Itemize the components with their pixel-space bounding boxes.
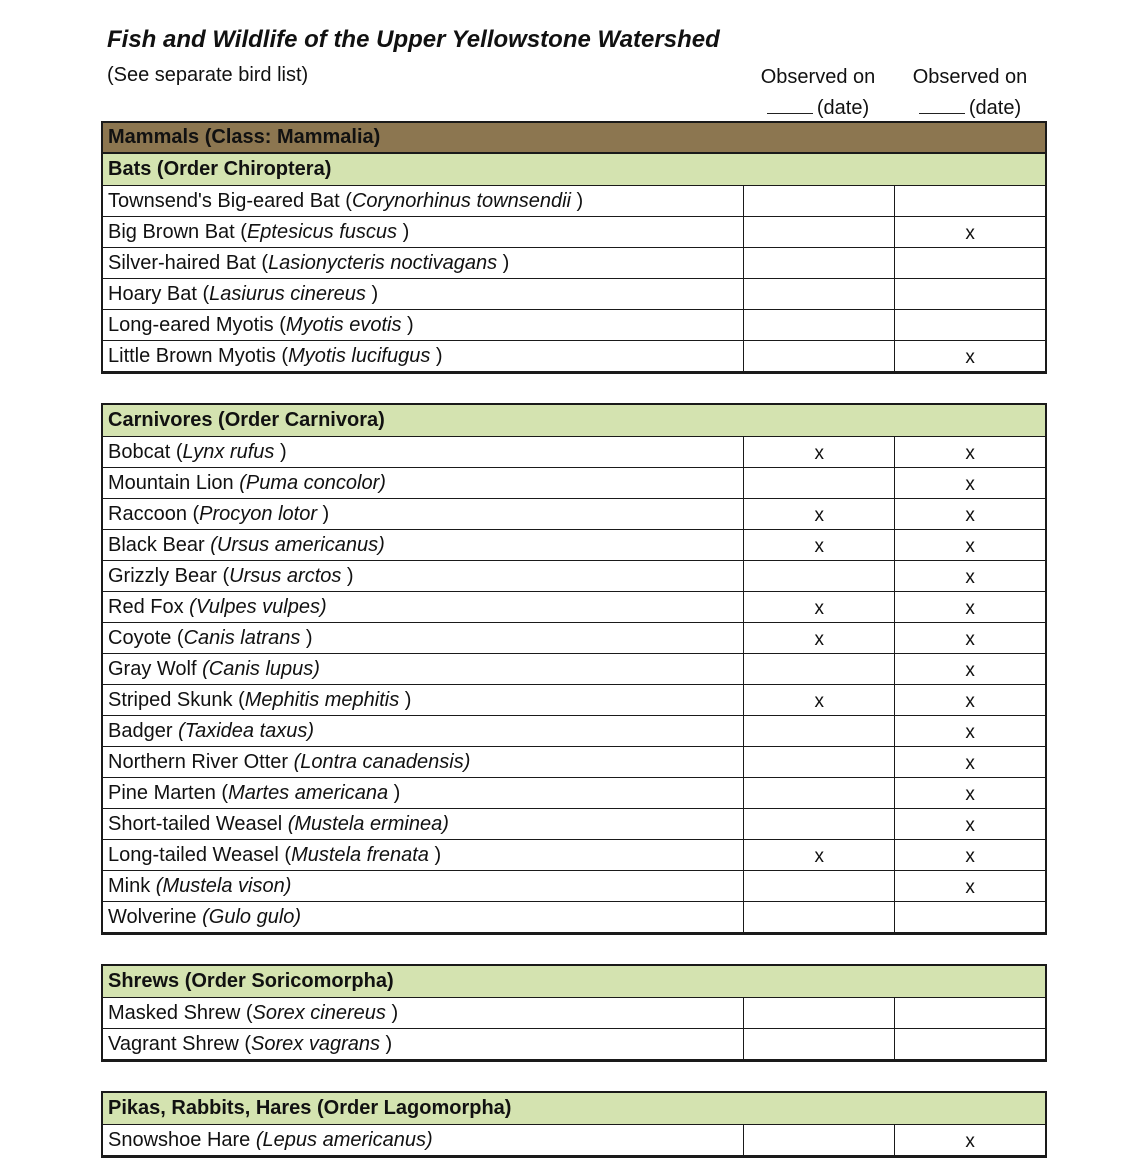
species-row [103,467,1045,498]
scientific-name: Corynorhinus townsendii [351,189,571,212]
common-name: Townsend's Big-eared Bat ( [108,189,352,212]
common-name: Long-tailed Weasel ( [108,843,292,866]
observed-cell-1[interactable] [743,341,894,371]
observed-cell-2[interactable]: x [894,341,1045,371]
species-row [103,997,1045,1028]
scientific-name: (Canis lupus) [202,657,320,680]
common-name: Hoary Bat ( [108,282,210,305]
date-blank [919,93,965,114]
species-checklist [101,121,1047,1158]
observed-cell-1[interactable]: x [743,499,894,529]
observed-cell-1[interactable] [743,902,894,932]
scientific-name: Martes americana [228,781,389,804]
species-row [103,653,1045,684]
name-close-paren: ) [397,220,410,243]
common-name: Short-tailed Weasel [108,812,288,835]
observed-header-date: (date) [816,97,870,119]
species-row [103,839,1045,870]
common-name: Big Brown Bat ( [108,220,247,243]
common-name: Mink [108,874,156,897]
species-name-cell [103,499,743,529]
species-name-cell [103,468,743,498]
common-name: Badger [108,719,179,742]
species-row [103,777,1045,808]
scientific-name: (Gulo gulo) [202,905,302,928]
species-name-cell [103,279,743,309]
common-name: Northern River Otter [108,750,294,773]
observed-header-label: Observed on [760,66,876,88]
observed-cell-1[interactable] [743,1029,894,1059]
name-close-paren: ) [428,843,442,866]
observed-cell-2[interactable]: x [894,561,1045,591]
scientific-name: Lasiurus cinereus [209,282,366,305]
species-name-cell [103,561,743,591]
species-section [101,403,1047,935]
common-name: Striped Skunk ( [108,688,245,711]
scientific-name: Myotis lucifugus [288,344,431,367]
species-section [101,964,1047,1062]
species-row [103,622,1045,653]
name-close-paren: ) [365,282,379,305]
species-row [103,216,1045,247]
species-name-cell [103,840,743,870]
species-name-cell [103,809,743,839]
observed-cell-2[interactable]: x [894,499,1045,529]
species-name-cell [103,654,743,684]
scientific-name: Canis latrans [183,626,301,649]
species-name-cell [103,716,743,746]
observed-cell-1[interactable]: x [743,685,894,715]
order-header: Carnivores (Order Carnivora) [103,405,1045,436]
scientific-name: Eptesicus fuscus [246,220,398,243]
common-name: Wolverine [108,905,203,928]
observed-cell-1[interactable] [743,186,894,216]
page-subtitle: (See separate bird list) [107,64,309,86]
name-close-paren: ) [570,189,584,212]
observed-cell-1[interactable] [743,310,894,340]
observed-cell-2[interactable]: x [894,840,1045,870]
scientific-name: Mephitis mephitis [244,688,400,711]
scientific-name: Lynx rufus [182,440,275,463]
species-row [103,309,1045,340]
observed-cell-2[interactable] [894,902,1045,932]
species-name-cell [103,530,743,560]
species-name-cell [103,186,743,216]
order-header: Bats (Order Chiroptera) [103,154,1045,185]
observed-cell-2[interactable]: x [894,809,1045,839]
species-name-cell [103,1125,743,1155]
scientific-name: Lasionycteris noctivagans [268,251,498,274]
observed-header-label: Observed on [912,66,1028,88]
common-name: Masked Shrew ( [108,1001,253,1024]
observed-cell-2[interactable]: x [894,747,1045,777]
scientific-name: (Puma concolor) [239,471,386,494]
species-row [103,278,1045,309]
observed-header-date: (date) [968,97,1022,119]
species-row [103,870,1045,901]
scientific-name: (Lontra canadensis) [293,750,471,773]
name-close-paren: ) [401,313,414,336]
scientific-name: Procyon lotor [199,502,317,525]
observed-cell-1[interactable] [743,716,894,746]
class-header: Mammals (Class: Mammalia) [103,123,1045,154]
common-name: Red Fox [108,595,190,618]
species-row [103,340,1045,371]
observed-cell-2[interactable]: x [894,778,1045,808]
observed-cell-1[interactable]: x [743,840,894,870]
species-row [103,684,1045,715]
species-row [103,529,1045,560]
observed-cell-1[interactable]: x [743,437,894,467]
scientific-name: Myotis evotis [285,313,402,336]
species-name-cell [103,310,743,340]
species-name-cell [103,1029,743,1059]
observed-cell-2[interactable] [894,998,1045,1028]
species-row [103,808,1045,839]
observed-cell-1[interactable]: x [743,530,894,560]
species-row [103,247,1045,278]
species-name-cell [103,437,743,467]
observed-cell-2[interactable] [894,186,1045,216]
name-close-paren: ) [385,1001,399,1024]
common-name: Pine Marten ( [108,781,229,804]
species-row [103,185,1045,216]
observed-cell-1[interactable] [743,1125,894,1155]
common-name: Raccoon ( [108,502,200,525]
scientific-name: (Mustela vison) [155,874,292,897]
common-name: Silver-haired Bat ( [108,251,269,274]
species-section [101,1091,1047,1158]
species-row [103,1124,1045,1155]
species-name-cell [103,902,743,932]
name-close-paren: ) [341,564,354,587]
observed-cell-1[interactable]: x [743,623,894,653]
species-row [103,715,1045,746]
observed-cell-2[interactable]: x [894,1125,1045,1155]
species-name-cell [103,685,743,715]
observed-cell-2[interactable] [894,310,1045,340]
observed-header-1 [742,62,894,124]
observed-cell-2[interactable]: x [894,468,1045,498]
date-blank [767,93,813,114]
scientific-name: Sorex cinereus [252,1001,386,1024]
species-row [103,436,1045,467]
observed-cell-2[interactable] [894,1029,1045,1059]
observed-cell-2[interactable]: x [894,654,1045,684]
species-row [103,560,1045,591]
species-name-cell [103,747,743,777]
name-close-paren: ) [300,626,313,649]
observed-cell-2[interactable]: x [894,871,1045,901]
common-name: Snowshoe Hare [108,1128,256,1151]
species-row [103,591,1045,622]
species-name-cell [103,592,743,622]
observed-cell-1[interactable] [743,998,894,1028]
name-close-paren: ) [317,502,330,525]
observed-cell-2[interactable]: x [894,217,1045,247]
name-close-paren: ) [380,1032,393,1055]
common-name: Black Bear [108,533,211,556]
common-name: Vagrant Shrew ( [108,1032,252,1055]
species-name-cell [103,248,743,278]
name-close-paren: ) [497,251,510,274]
species-row [103,901,1045,932]
species-name-cell [103,871,743,901]
species-name-cell [103,217,743,247]
observed-cell-2[interactable] [894,248,1045,278]
common-name: Bobcat ( [108,440,183,463]
observed-cell-1[interactable] [743,279,894,309]
observed-cell-1[interactable] [743,217,894,247]
observed-cell-1[interactable] [743,654,894,684]
order-header: Shrews (Order Soricomorpha) [103,966,1045,997]
scientific-name: (Ursus americanus) [210,533,385,556]
common-name: Long-eared Myotis ( [108,313,286,336]
observed-cell-2[interactable]: x [894,530,1045,560]
common-name: Grizzly Bear ( [108,564,230,587]
species-name-cell [103,623,743,653]
scientific-name: (Lepus americanus) [255,1128,433,1151]
name-close-paren: ) [274,440,287,463]
observed-cell-2[interactable]: x [894,437,1045,467]
scientific-name: Sorex vagrans [251,1032,380,1055]
scientific-name: Ursus arctos [229,564,342,587]
common-name: Mountain Lion [108,471,240,494]
scientific-name: (Taxidea taxus) [178,719,315,742]
page-title: Fish and Wildlife of the Upper Yellowstone Watershed [107,26,720,53]
scientific-name: (Mustela erminea) [287,812,449,835]
observed-cell-2[interactable]: x [894,716,1045,746]
observed-cell-2[interactable]: x [894,623,1045,653]
common-name: Coyote ( [108,626,184,649]
common-name: Gray Wolf [108,657,203,680]
observed-cell-1[interactable] [743,871,894,901]
scientific-name: Mustela frenata [291,843,429,866]
observed-cell-2[interactable]: x [894,685,1045,715]
species-row [103,498,1045,529]
observed-cell-1[interactable] [743,778,894,808]
observed-header-2 [894,62,1046,124]
name-close-paren: ) [399,688,412,711]
species-section [101,121,1047,374]
scientific-name: (Vulpes vulpes) [189,595,327,618]
observed-cell-1[interactable] [743,248,894,278]
name-close-paren: ) [388,781,401,804]
observed-cell-1[interactable] [743,747,894,777]
order-header: Pikas, Rabbits, Hares (Order Lagomorpha) [103,1093,1045,1124]
observed-cell-1[interactable]: x [743,592,894,622]
observed-cell-1[interactable] [743,468,894,498]
observed-cell-2[interactable]: x [894,592,1045,622]
species-name-cell [103,341,743,371]
species-row [103,746,1045,777]
observed-cell-1[interactable] [743,561,894,591]
species-row [103,1028,1045,1059]
observed-cell-1[interactable] [743,809,894,839]
observed-cell-2[interactable] [894,279,1045,309]
name-close-paren: ) [430,344,443,367]
common-name: Little Brown Myotis ( [108,344,289,367]
species-name-cell [103,778,743,808]
species-name-cell [103,998,743,1028]
